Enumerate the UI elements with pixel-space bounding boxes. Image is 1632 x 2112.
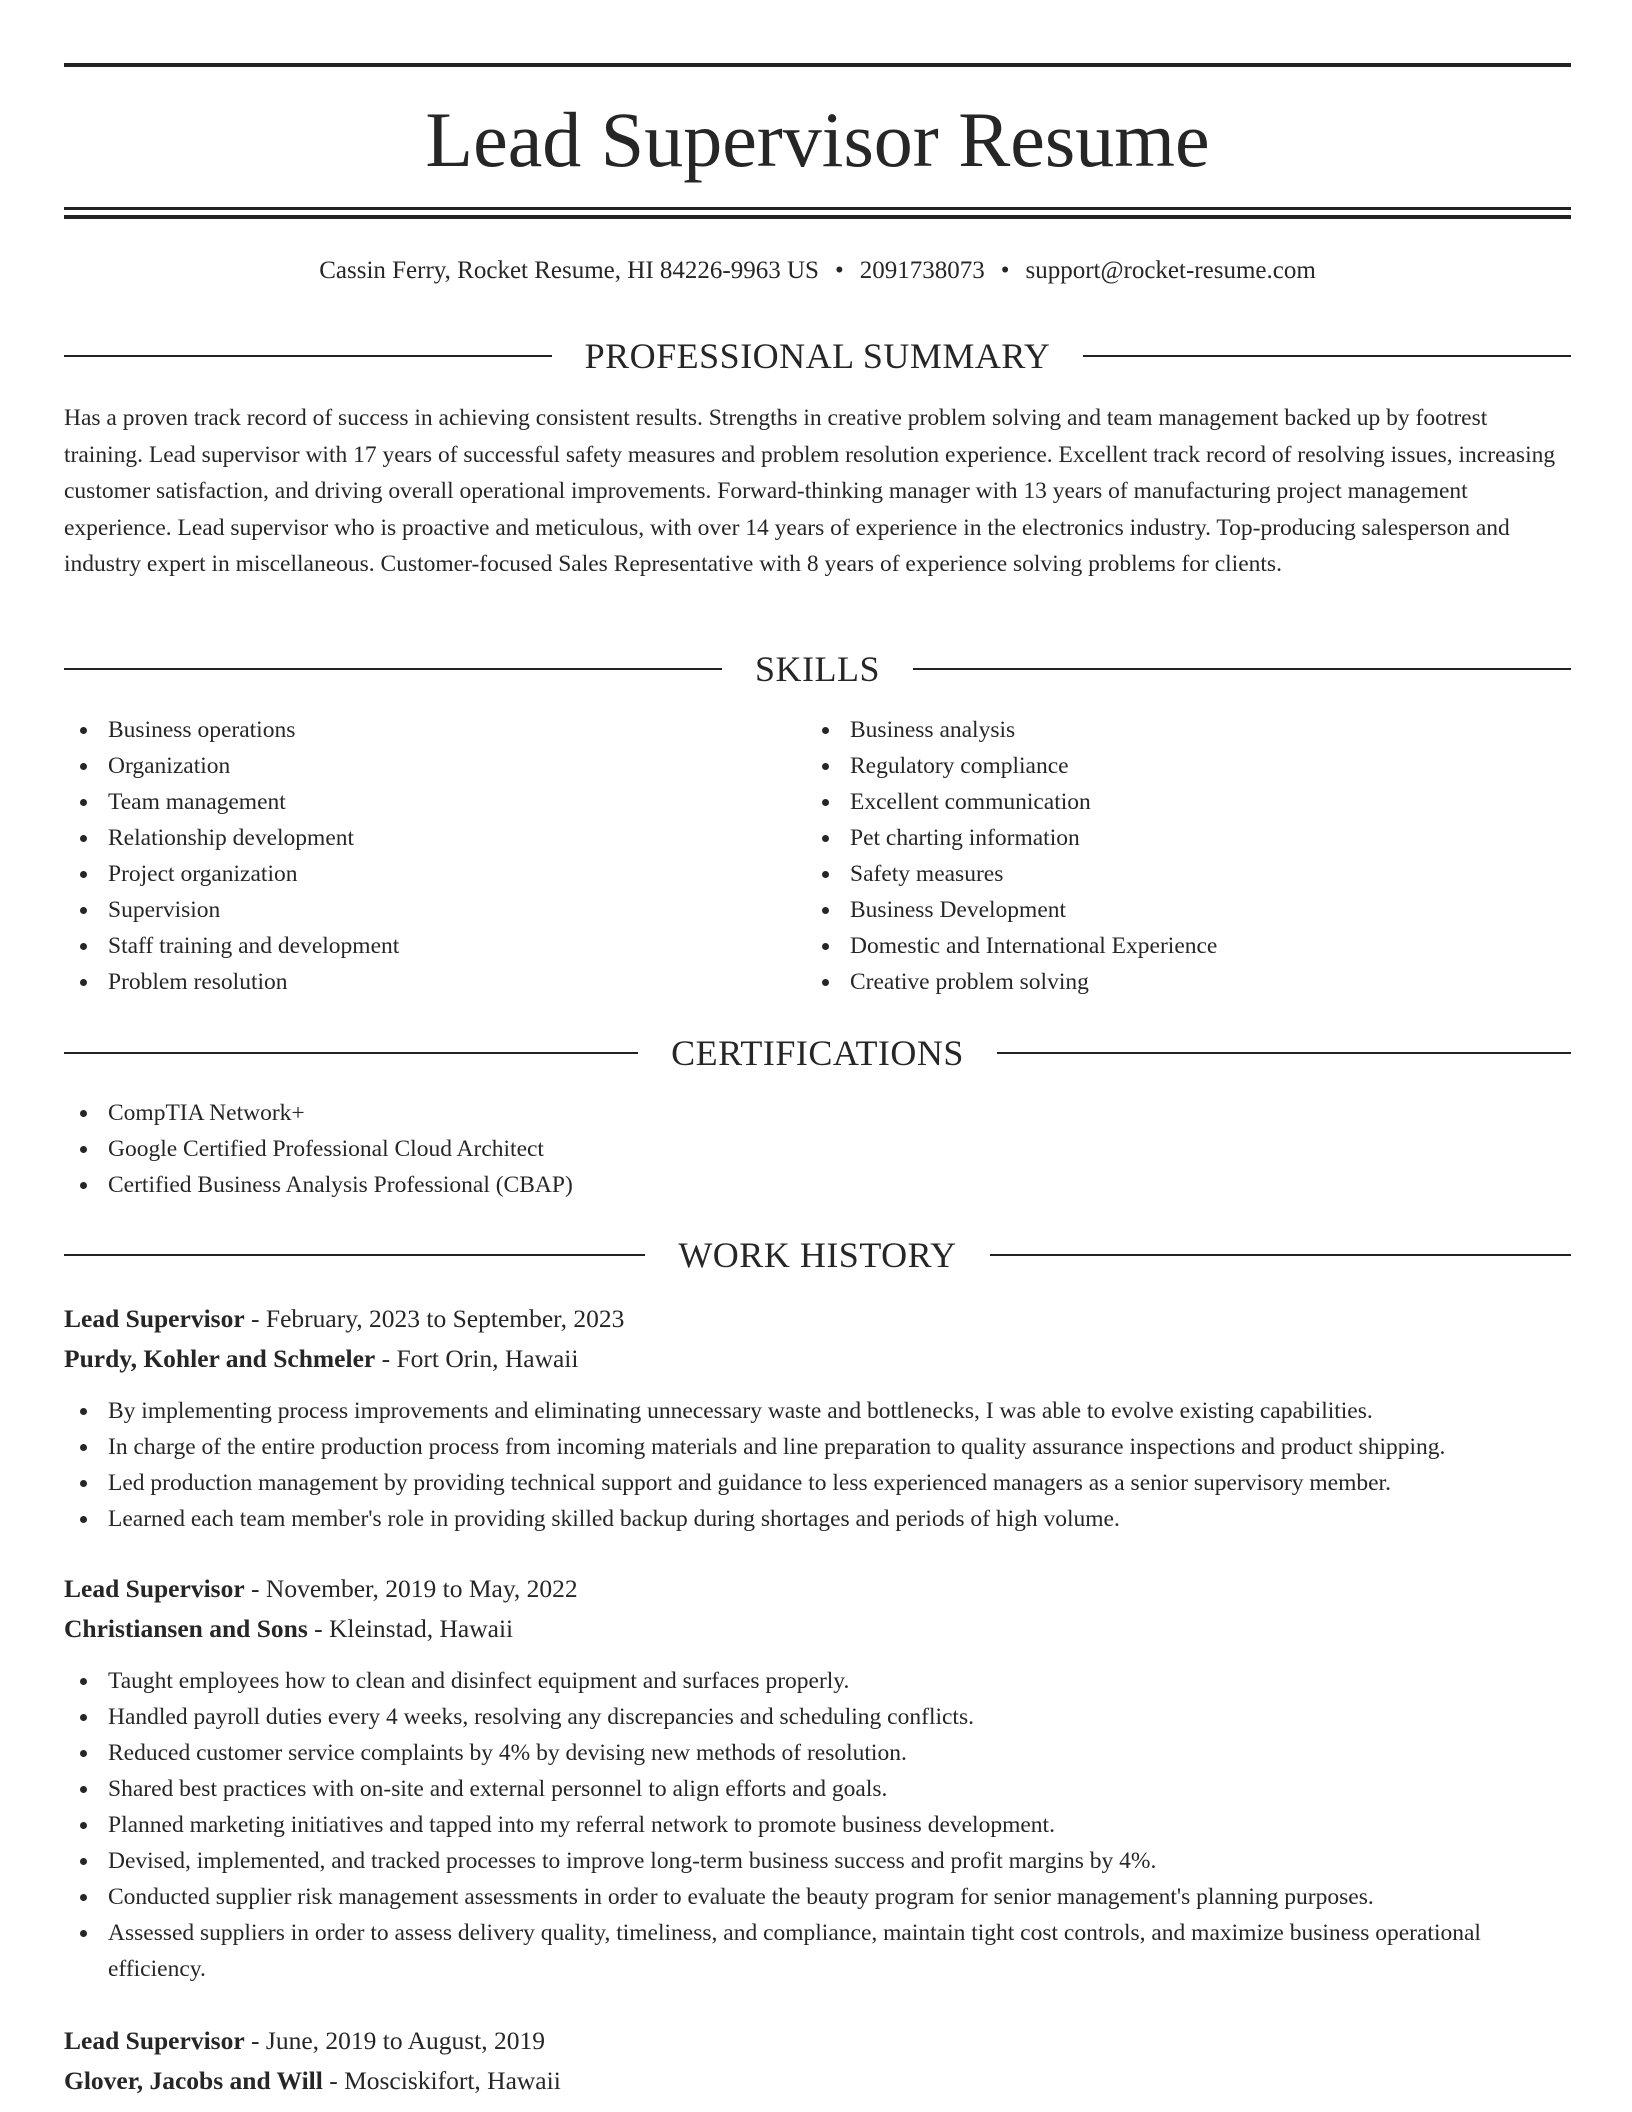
job-dates: - February, 2023 to September, 2023 [244,1304,625,1333]
resume-page [64,0,1571,2112]
contact-phone: 2091738073 [859,257,985,284]
document-title: Lead Supervisor Resume [425,96,1210,183]
job-bullet: Reduced customer service complaints by 4% by devising new methods of resolution. [64,1735,1571,1771]
section-heading-label: PROFESSIONAL SUMMARY [584,336,1051,376]
job-company-line [64,2063,1571,2099]
skill-item: Pet charting information [806,820,1571,856]
skill-item: Business analysis [806,712,1571,748]
certification-item: Google Certified Professional Cloud Architect [64,1131,1571,1167]
heading-rule [913,668,1571,670]
section-heading-label: WORK HISTORY [678,1235,957,1275]
skills-list-right [806,712,1571,1000]
job-title-line [64,2023,1571,2059]
job-bullets [64,1393,1571,1537]
job-bullet: Assessed suppliers in order to assess delivery quality, timeliness, and compliance, maintain tight cost controls, and maximize business operational efficiency. [64,1915,1571,1987]
heading-rule [1083,355,1571,357]
job-title: Lead Supervisor [64,2026,245,2055]
skill-item: Business Development [806,892,1571,928]
section-heading-summary [64,334,1571,378]
skills-list-left [64,712,804,1000]
job-location: - Kleinstad, Hawaii [307,1614,514,1643]
heading-rule [64,1052,638,1054]
job-bullet: Learned each team member's role in providing skilled backup during shortages and periods of high volume. [64,1501,1571,1537]
job-bullet: By implementing process improvements and eliminating unnecessary waste and bottlenecks, I was able to evolve existing capabilities. [64,1393,1571,1429]
job-bullets [64,1663,1571,1987]
section-heading-label: SKILLS [755,649,881,689]
top-rule [64,63,1571,67]
skill-item: Safety measures [806,856,1571,892]
skill-item: Problem resolution [64,964,804,1000]
skill-item: Team management [64,784,804,820]
certifications-list [64,1095,1571,1203]
job-company-line [64,1611,1571,1647]
job-bullet: Led production management by providing technical support and guidance to less experienced managers as a senior supervisory member. [64,1465,1571,1501]
job-bullet: Planned marketing initiatives and tapped into my referral network to promote business development. [64,1807,1571,1843]
title-rule-upper [64,207,1571,210]
skill-item: Project organization [64,856,804,892]
skill-item: Staff training and development [64,928,804,964]
professional-summary-text: Has a proven track record of success in achieving consistent results. Strengths in creative problem solving and team management backed up by footrest training. Lead supervisor with 17 years of successful safety measures and problem resolution experience. Excellent track record of resolving issues, increasing customer satisfaction, and driving overall operational improvements. Forward-thinking manager with 13 years of manufacturing project management experience. Lead supervisor who is proactive and meticulous, with over 14 years of experience in the electronics industry. Top-producing salesperson and industry expert in miscellaneous. Customer-focused Sales Representative with 8 years of experience solving problems for clients. [64,405,1556,577]
contact-line [64,253,1571,289]
job-title: Lead Supervisor [64,1304,245,1333]
job-company: Christiansen and Sons [64,1614,308,1643]
job-dates: - November, 2019 to May, 2022 [244,1574,578,1603]
certification-item: CompTIA Network+ [64,1095,1571,1131]
job-bullet: Conducted supplier risk management assessments in order to evaluate the beauty program for senior management's planning purposes. [64,1879,1571,1915]
heading-rule [64,668,722,670]
section-heading-label: CERTIFICATIONS [671,1033,964,1073]
section-heading-work-history [64,1233,1571,1277]
heading-rule [64,1254,645,1256]
skill-item: Organization [64,748,804,784]
job-location: - Fort Orin, Hawaii [375,1344,579,1373]
skill-item: Business operations [64,712,804,748]
job-bullet: In charge of the entire production process from incoming materials and line preparation to quality assurance inspections and product shipping. [64,1429,1571,1465]
job-bullet: Devised, implemented, and tracked processes to improve long-term business success and profit margins by 4%. [64,1843,1571,1879]
job-dates: - June, 2019 to August, 2019 [244,2026,545,2055]
contact-separator: • [834,257,844,284]
heading-rule [64,355,552,357]
certification-item: Certified Business Analysis Professional (CBAP) [64,1167,1571,1203]
skill-item: Excellent communication [806,784,1571,820]
contact-address: Cassin Ferry, Rocket Resume, HI 84226-9963 US [319,257,819,284]
heading-rule [990,1254,1571,1256]
job-bullet: Taught employees how to clean and disinfect equipment and surfaces properly. [64,1663,1571,1699]
job-company-line [64,1341,1571,1377]
title-rule-lower [64,215,1571,219]
section-heading-skills [64,647,1571,691]
job-bullet: Shared best practices with on-site and external personnel to align efforts and goals. [64,1771,1571,1807]
contact-email[interactable]: support@rocket-resume.com [1025,257,1316,284]
job-title-line [64,1571,1571,1607]
skill-item: Relationship development [64,820,804,856]
skill-item: Supervision [64,892,804,928]
job-location: - Mosciskifort, Hawaii [322,2066,561,2095]
job-title-line [64,1301,1571,1337]
job-title: Lead Supervisor [64,1574,245,1603]
job-bullet: Handled payroll duties every 4 weeks, resolving any discrepancies and scheduling conflicts. [64,1699,1571,1735]
contact-separator: • [1000,257,1010,284]
skill-item: Regulatory compliance [806,748,1571,784]
job-company: Glover, Jacobs and Will [64,2066,323,2095]
job-company: Purdy, Kohler and Schmeler [64,1344,376,1373]
heading-rule [997,1052,1571,1054]
skill-item: Domestic and International Experience [806,928,1571,964]
skill-item: Creative problem solving [806,964,1571,1000]
section-heading-certifications [64,1031,1571,1075]
